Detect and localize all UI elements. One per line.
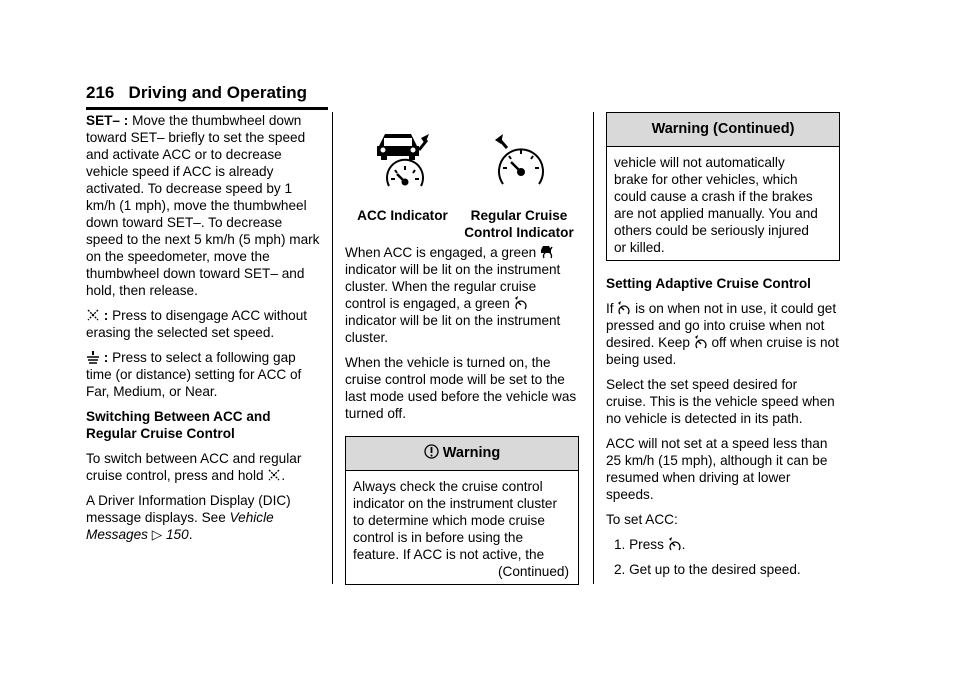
dic-end: . bbox=[188, 527, 193, 542]
gap-label: : bbox=[100, 350, 109, 365]
column-3 bbox=[606, 112, 840, 586]
set-minus-paragraph bbox=[86, 112, 322, 299]
acc-small-icon bbox=[540, 245, 554, 259]
acc-indicator-caption: ACC Indicator bbox=[357, 208, 448, 223]
indicator-figures bbox=[345, 112, 579, 240]
warning-header bbox=[346, 437, 578, 471]
dic-paragraph bbox=[86, 492, 322, 543]
not-in-use-a: If bbox=[606, 301, 618, 316]
steps-list bbox=[614, 536, 840, 578]
step-2: 2. Get up to the desired speed. bbox=[614, 562, 801, 577]
cruise-small-icon bbox=[668, 537, 682, 551]
continued-label: (Continued) bbox=[497, 564, 569, 579]
acc-indicator-icon bbox=[375, 132, 437, 188]
column-divider-2 bbox=[593, 112, 594, 584]
set-minus-label: SET– : bbox=[86, 113, 129, 128]
page-title bbox=[86, 83, 328, 103]
warning-icon bbox=[424, 444, 439, 459]
mode-paragraph: When the vehicle is turned on, the cruise control mode will be set to the last mode used before the vehicle was turned off. bbox=[345, 355, 577, 421]
cruise-small-icon bbox=[617, 301, 631, 315]
dic-text: A Driver Information Display (DIC) message displays. See bbox=[86, 493, 291, 525]
warning-line: indicator on the instrument cluster bbox=[353, 496, 558, 511]
warning-line: brake for other vehicles, which bbox=[614, 172, 798, 187]
cancel-label: : bbox=[100, 308, 109, 323]
warning-line: or killed. bbox=[614, 240, 665, 255]
switching-heading: Switching Between ACC and Regular Cruise Control bbox=[86, 409, 271, 441]
page-number: 216 bbox=[86, 83, 115, 102]
engaged-text-c: indicator will be lit on the instrument cluster. bbox=[345, 313, 561, 345]
regular-cruise-caption: Regular Cruise Control Indicator bbox=[464, 208, 574, 240]
step-1 bbox=[614, 536, 840, 553]
warning-line: to determine which mode cruise bbox=[353, 513, 545, 528]
warning-box bbox=[345, 436, 579, 585]
gap-paragraph bbox=[86, 349, 322, 400]
warning-continued-body bbox=[607, 147, 839, 260]
not-in-use-paragraph bbox=[606, 300, 840, 368]
to-set-paragraph: To set ACC: bbox=[606, 512, 678, 527]
set-minus-text: Move the thumbwheel down toward SET– briefly to set the speed and activate ACC or to decrease vehicle speed if ACC is already activated. To decrease speed by 1 km/h (1 mph), move the thumbwheel down toward SET–. To decrease speed to the next 5 km/h (5 mph) mark on the speedometer, move the thumbwheel down toward SET– and hold, then release. bbox=[86, 113, 320, 298]
cruise-small-icon bbox=[514, 296, 528, 310]
switching-text: To switch between ACC and regular cruise control, press and hold bbox=[86, 451, 302, 483]
set-speed-paragraph: Select the set speed desired for cruise. This is the vehicle speed when no vehicle is detected in its path. bbox=[606, 377, 835, 426]
section-title: Driving and Operating bbox=[128, 83, 308, 102]
warning-line: control is in before using the bbox=[353, 530, 524, 545]
header-rule bbox=[86, 107, 328, 110]
warning-line: others could be seriously injured bbox=[614, 223, 809, 238]
setting-acc-heading: Setting Adaptive Cruise Control bbox=[606, 276, 811, 291]
following-gap-icon bbox=[86, 350, 100, 364]
vehicle-messages-link[interactable]: Vehicle Messages bbox=[86, 510, 274, 542]
page-header bbox=[86, 83, 328, 110]
cancel-paragraph bbox=[86, 307, 322, 341]
warning-line: Always check the cruise control bbox=[353, 479, 543, 494]
warning-line: could cause a crash if the brakes bbox=[614, 189, 813, 204]
column-2 bbox=[345, 112, 579, 599]
warning-body bbox=[346, 471, 578, 584]
page-ref-arrow-icon: ▷ bbox=[151, 527, 163, 542]
dic-page-ref[interactable]: 150 bbox=[162, 527, 189, 542]
min-speed-paragraph: ACC will not set at a speed less than 25 km/h (15 mph), although it can be resumed when driving at lower speeds. bbox=[606, 436, 828, 502]
column-1 bbox=[86, 112, 322, 551]
not-in-use-c: off when cruise is not being used. bbox=[606, 335, 839, 367]
cruise-small-icon bbox=[694, 335, 708, 349]
cancel-text: Press to disengage ACC without erasing the selected set speed. bbox=[86, 308, 308, 340]
switching-end: . bbox=[281, 468, 286, 483]
engaged-text-b: indicator will be lit on the instrument cluster. When the regular cruise control is engaged, a green bbox=[345, 262, 561, 311]
not-in-use-b: is on when not in use, it could get pressed and go into cruise when not desired. Keep bbox=[606, 301, 837, 350]
step-1-end: . bbox=[681, 537, 686, 552]
warning-line: vehicle will not automatically bbox=[614, 155, 785, 170]
warning-line: are not applied manually. You and bbox=[614, 206, 818, 221]
cancel-cruise-icon bbox=[86, 308, 100, 322]
warning-line: feature. If ACC is not active, the bbox=[353, 547, 545, 562]
regular-cruise-indicator-icon bbox=[491, 134, 551, 188]
cancel-cruise-icon bbox=[267, 468, 281, 482]
warning-continued-header: Warning (Continued) bbox=[607, 113, 839, 147]
warning-continued-box bbox=[606, 112, 840, 261]
warning-title: Warning bbox=[442, 445, 501, 461]
gap-text: Press to select a following gap time (or distance) setting for ACC of Far, Medium, or Near. bbox=[86, 350, 302, 399]
column-divider-1 bbox=[332, 112, 333, 584]
engaged-text-a: When ACC is engaged, a green bbox=[345, 245, 540, 260]
switching-paragraph bbox=[86, 450, 322, 484]
step-1-text: 1. Press bbox=[614, 537, 668, 552]
engaged-paragraph bbox=[345, 244, 579, 346]
